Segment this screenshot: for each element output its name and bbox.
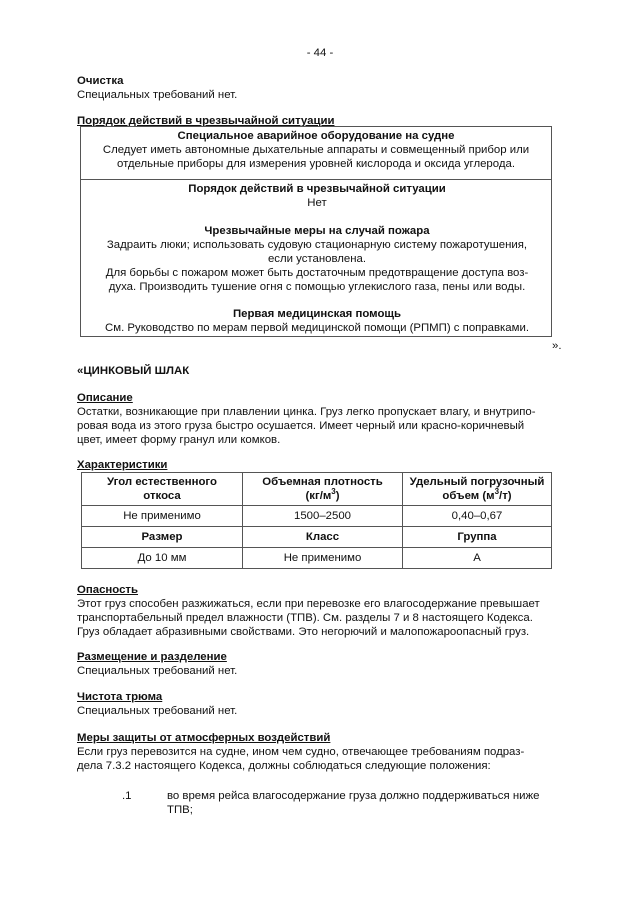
cell-class: Не применимо bbox=[243, 548, 403, 569]
fire-block bbox=[87, 224, 547, 294]
hold-section bbox=[77, 690, 565, 718]
fire-line: Для борьбы с пожаром может быть достаточным предотвращение доступа воз- bbox=[105, 267, 529, 279]
characteristics-table bbox=[81, 472, 552, 569]
list-item-line: ТПВ; bbox=[167, 804, 193, 816]
equipment-line: отдельные приборы для измерения уровней кислорода и оксида углерода. bbox=[116, 158, 515, 170]
weather-section bbox=[77, 731, 565, 773]
procedures-text: Нет bbox=[307, 197, 327, 209]
emergency-box bbox=[80, 126, 552, 337]
procedures-heading: Порядок действий в чрезвычайной ситуации bbox=[188, 183, 446, 195]
medical-block bbox=[87, 307, 547, 335]
characteristics-heading: Характеристики bbox=[77, 459, 168, 471]
description-line: Остатки, возникающие при плавлении цинка. Груз легко пропускает влагу, и внутрипо- bbox=[77, 406, 536, 418]
cell-group: А bbox=[403, 548, 552, 569]
weather-line: дела 7.3.2 настоящего Кодекса, должны соблюдаться следующие положения: bbox=[77, 760, 491, 772]
table-header-row bbox=[82, 473, 552, 506]
header-group: Группа bbox=[403, 527, 552, 548]
stowage-text: Специальных требований нет. bbox=[77, 665, 238, 677]
equipment-line: Следует иметь автономные дыхательные аппараты и совмещенный прибор или bbox=[102, 144, 530, 156]
description-section bbox=[77, 391, 565, 447]
stowage-heading: Размещение и разделение bbox=[77, 651, 227, 663]
header-size: Размер bbox=[82, 527, 243, 548]
weather-heading: Меры защиты от атмосферных воздействий bbox=[77, 732, 331, 744]
cargo-title: «ЦИНКОВЫЙ ШЛАК bbox=[77, 365, 190, 377]
description-heading: Описание bbox=[77, 392, 133, 404]
list-item-number: .1 bbox=[122, 790, 132, 802]
description-line: цвет, имеет форму гранул или комков. bbox=[77, 434, 281, 446]
hold-text: Специальных требований нет. bbox=[77, 705, 238, 717]
header-class: Класс bbox=[243, 527, 403, 548]
weather-line: Если груз перевозится на судне, ином чем судно, отвечающее требованиям подраз- bbox=[77, 746, 525, 758]
equipment-cell bbox=[81, 127, 551, 180]
fire-heading: Чрезвычайные меры на случай пожара bbox=[204, 225, 430, 237]
page-number: - 44 - bbox=[306, 47, 334, 59]
medical-heading: Первая медицинская помощь bbox=[232, 308, 402, 320]
fire-line: если установлена. bbox=[267, 253, 367, 265]
fire-line: духа. Производить тушение огня с помощью углекислого газа, пены или воды. bbox=[108, 281, 526, 293]
medical-text: См. Руководство по мерам первой медицинской помощи (РПМП) с поправками. bbox=[105, 322, 529, 334]
cleaning-heading: Очистка bbox=[77, 75, 124, 87]
cargo-title-block bbox=[77, 364, 565, 378]
hazard-section bbox=[77, 583, 565, 639]
stowage-section bbox=[77, 650, 565, 678]
cleaning-section bbox=[77, 74, 565, 102]
description-line: ровая вода из этого груза быстро осушается. Имеет черный или красно-коричневый bbox=[77, 420, 525, 432]
characteristics-section bbox=[77, 458, 565, 472]
hazard-heading: Опасность bbox=[77, 584, 139, 596]
emergency-heading: Порядок действий в чрезвычайной ситуации bbox=[77, 115, 335, 127]
list-item bbox=[167, 789, 565, 817]
table-header-row bbox=[82, 527, 552, 548]
cell-density: 1500–2500 bbox=[243, 506, 403, 527]
hazard-line: Этот груз способен разжижаться, если при перевозке его влагосодержание превышает bbox=[77, 598, 540, 610]
hold-heading: Чистота трюма bbox=[77, 691, 163, 703]
table-row bbox=[82, 506, 552, 527]
header-angle: Угол естественного откоса bbox=[82, 473, 243, 506]
hazard-line: транспортабельный предел влажности (ТПВ). См. разделы 7 и 8 настоящего Кодекса. bbox=[77, 612, 533, 624]
header-stowage-factor: Удельный погрузочный объем $(м^3/т)$ bbox=[403, 473, 552, 506]
list-item-line: во время рейса влагосодержание груза должно поддерживаться ниже bbox=[167, 790, 540, 802]
procedures-block bbox=[87, 182, 547, 210]
hazard-line: Груз обладает абразивными свойствами. Это негорючий и малопожароопасный груз. bbox=[77, 626, 530, 638]
fire-line: Задраить люки; использовать судовую стационарную систему пожаротушения, bbox=[106, 239, 528, 251]
cell-size: До 10 мм bbox=[82, 548, 243, 569]
cleaning-text: Специальных требований нет. bbox=[77, 89, 238, 101]
header-density: Объемная плотность $(кг/м^3)$ bbox=[243, 473, 403, 506]
table-row bbox=[82, 548, 552, 569]
equipment-heading: Специальное аварийное оборудование на судне bbox=[177, 130, 455, 142]
closing-quote: ». bbox=[552, 340, 562, 352]
cell-angle: Не применимо bbox=[82, 506, 243, 527]
cell-stowage-factor: 0,40–0,67 bbox=[403, 506, 552, 527]
